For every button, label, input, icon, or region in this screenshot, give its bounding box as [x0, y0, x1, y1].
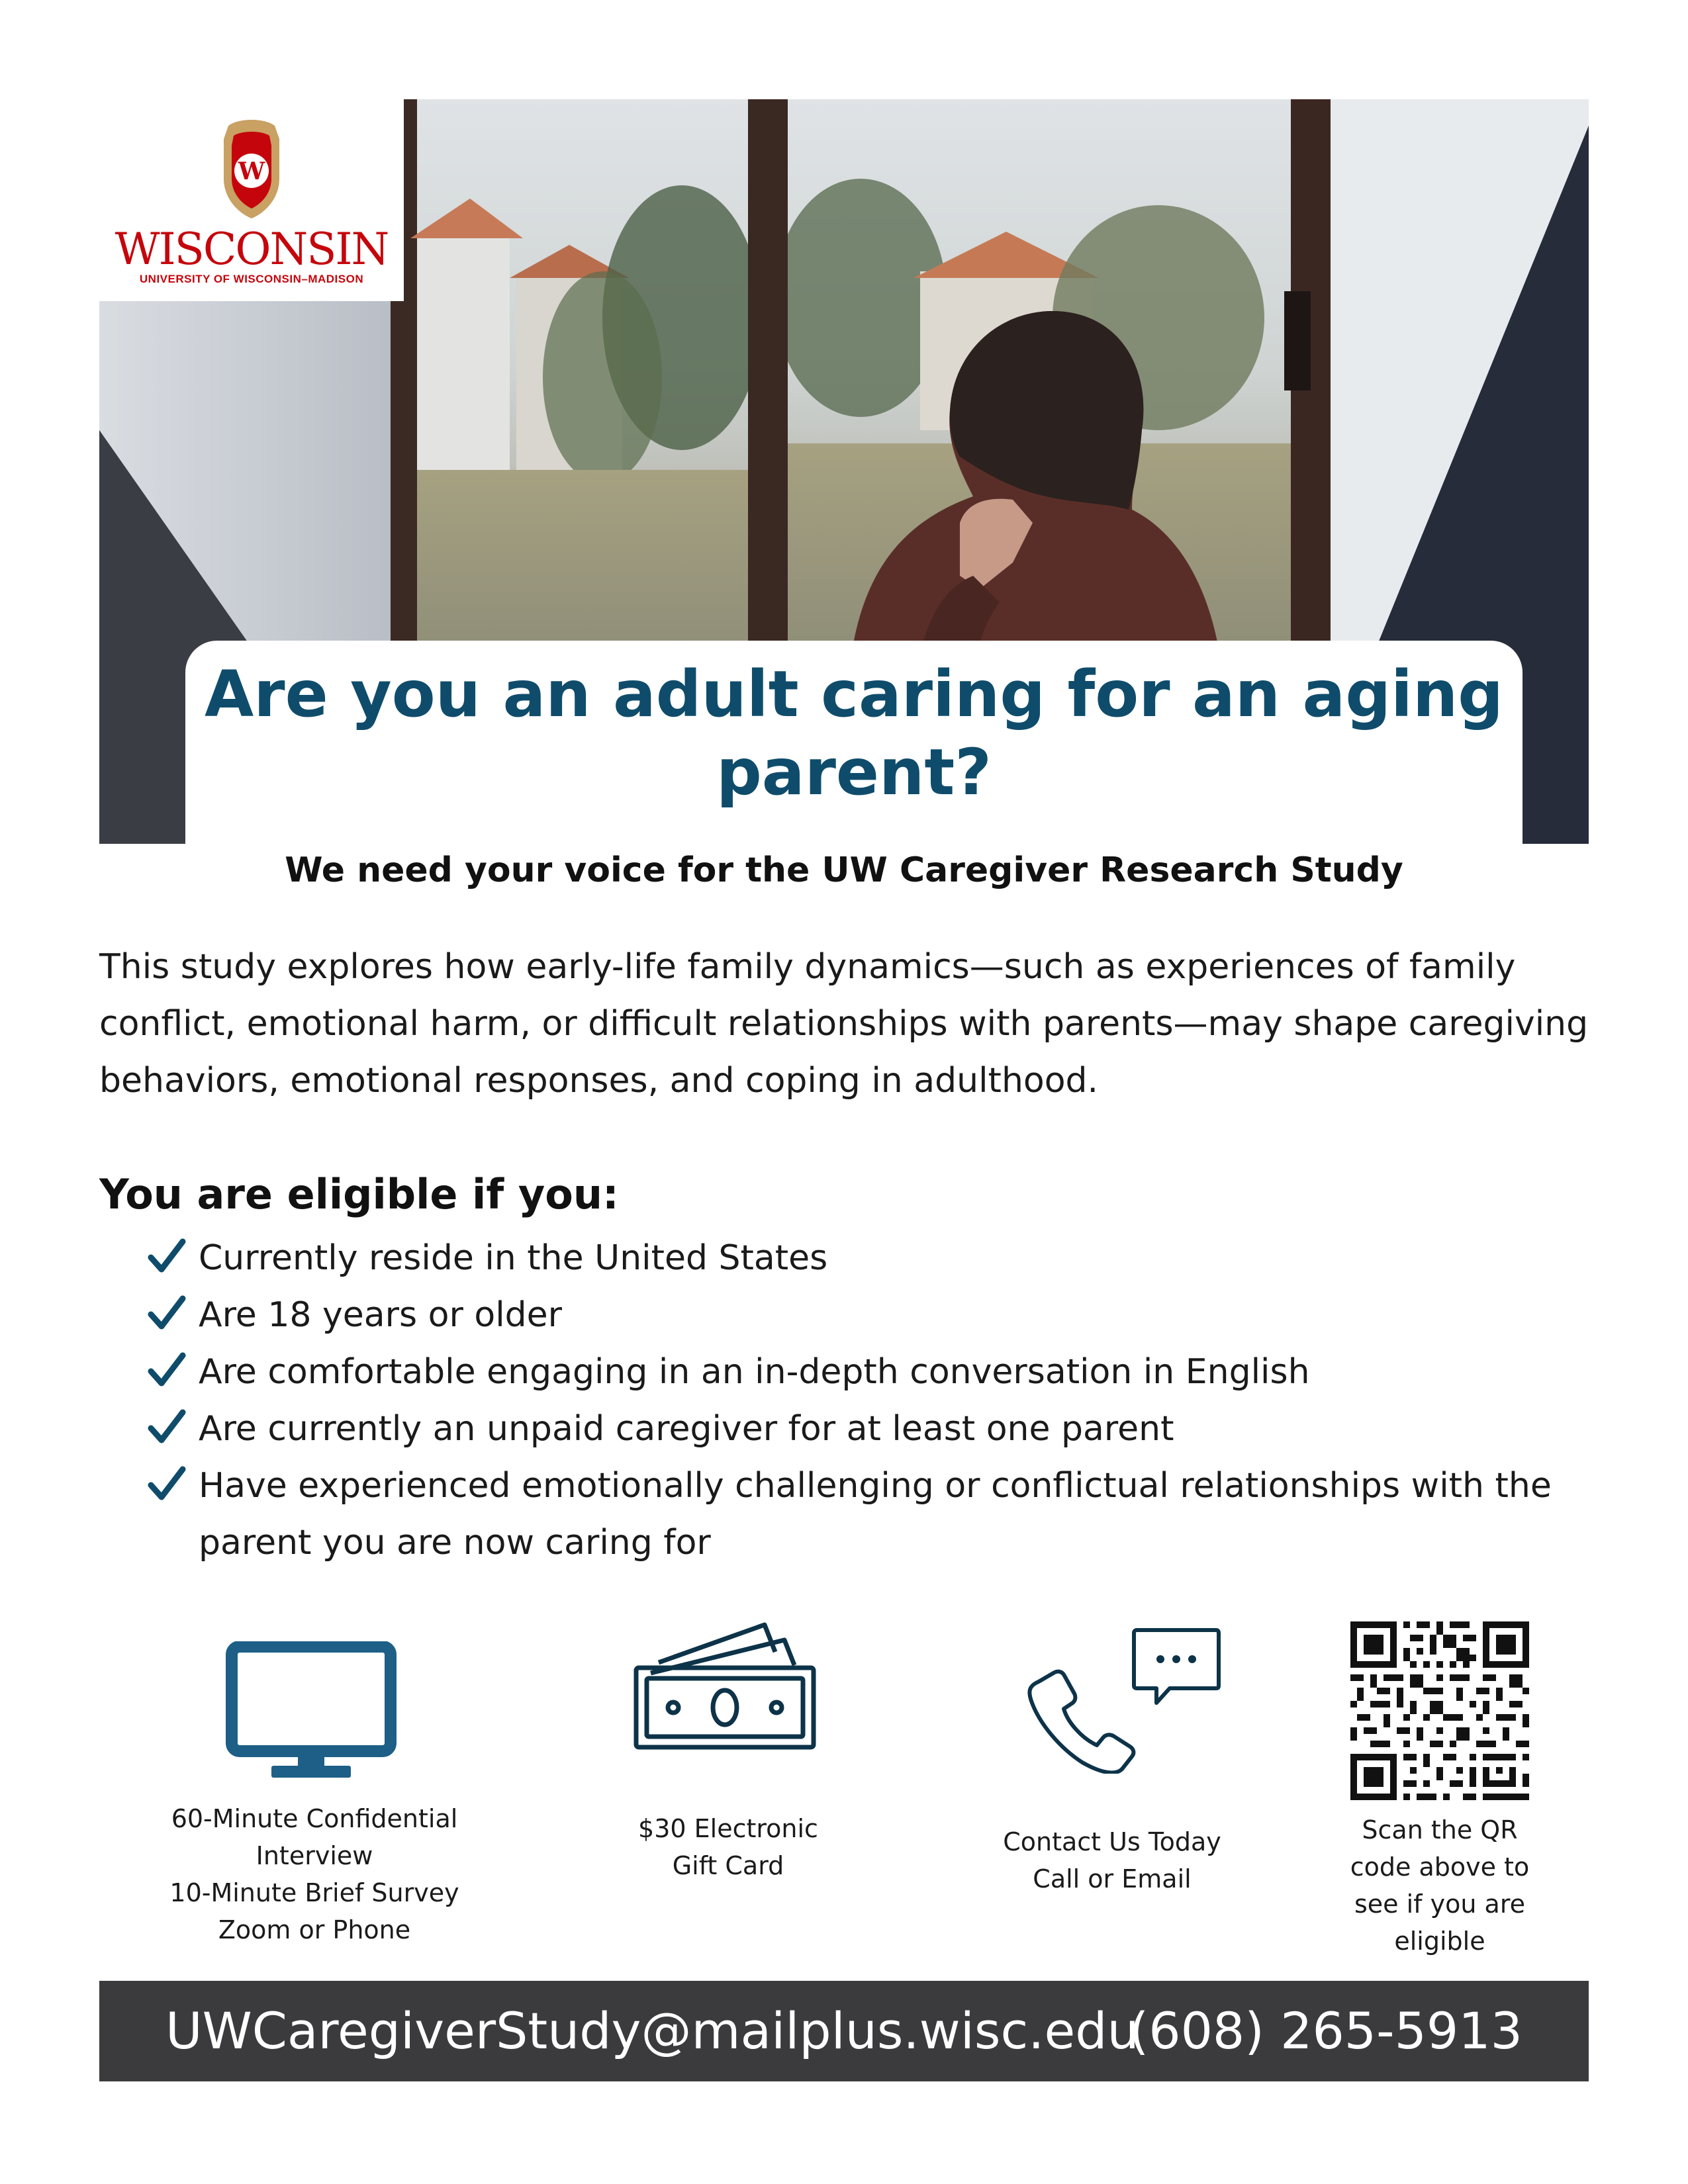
eligibility-text: Are comfortable engaging in an in-depth conversation in English — [199, 1352, 1310, 1392]
monitor-icon — [225, 1641, 397, 1784]
eligibility-text: Currently reside in the United States — [199, 1238, 828, 1278]
page-subtitle: We need your voice for the UW Caregiver Research Study — [285, 850, 1403, 890]
contact-phone-link[interactable]: (608) 265-5913 — [1129, 2001, 1523, 2060]
eligibility-item — [99, 1230, 1589, 1287]
contact-email-link[interactable]: UWCaregiverStudy@mailplus.wisc.edu — [165, 2001, 1139, 2060]
svg-text:W: W — [238, 158, 265, 185]
checkmark-icon — [146, 1287, 188, 1343]
caption-line: 10-Minute Brief Survey — [169, 1878, 459, 1907]
caption-line: $30 Electronic — [638, 1814, 818, 1843]
contact-footer — [99, 1981, 1589, 2081]
logo-wordmark: WISCONSIN — [115, 224, 389, 275]
eligibility-item — [99, 1343, 1589, 1400]
eligibility-text: Have experienced emotionally challenging or conflictual relationships with the parent you are now caring for — [199, 1466, 1552, 1563]
eligibility-text: Are currently an unpaid caregiver for at least one parent — [199, 1409, 1174, 1449]
caption-line: eligible — [1394, 1927, 1485, 1956]
caption-line: code above to — [1350, 1852, 1530, 1882]
caption-line: Gift Card — [672, 1851, 784, 1880]
feature-caption-qr — [1307, 1811, 1572, 1960]
intro-paragraph: This study explores how early-life family dynamics—such as experiences of family conflict, emotional harm, or difficult relationships with parents—may shape caregiving behaviors, emotional responses, and coping in adulthood. — [99, 947, 1589, 1101]
eligibility-list — [99, 1230, 1589, 1571]
feature-caption-contact — [960, 1823, 1264, 1897]
feature-caption-interview — [139, 1800, 490, 1948]
eligibility-heading: You are eligible if you: — [99, 1170, 619, 1218]
phone-chat-icon — [1016, 1625, 1221, 1774]
feature-caption-gift-card — [583, 1810, 874, 1884]
qr-code-icon[interactable] — [1350, 1621, 1529, 1800]
caption-line: Scan the QR — [1362, 1815, 1518, 1844]
university-logo — [99, 99, 404, 301]
page-title: Are you an adult caring for an aging parent? — [205, 657, 1503, 809]
eligibility-item — [99, 1287, 1589, 1343]
caption-line: Zoom or Phone — [218, 1915, 411, 1944]
logo-subtitle: UNIVERSITY OF WISCONSIN–MADISON — [139, 273, 364, 285]
eligibility-text: Are 18 years or older — [199, 1295, 563, 1335]
caption-line: see if you are — [1354, 1889, 1525, 1919]
caption-line: Call or Email — [1033, 1864, 1192, 1893]
cash-icon — [632, 1621, 818, 1754]
checkmark-icon — [146, 1343, 188, 1400]
eligibility-item — [99, 1400, 1589, 1457]
checkmark-icon — [146, 1400, 188, 1457]
caption-line: Contact Us Today — [1003, 1827, 1221, 1856]
eligibility-item — [99, 1457, 1589, 1571]
checkmark-icon — [146, 1230, 188, 1287]
caption-line: Interview — [256, 1841, 373, 1870]
caption-line: 60-Minute Confidential — [171, 1804, 458, 1833]
checkmark-icon — [146, 1457, 188, 1514]
